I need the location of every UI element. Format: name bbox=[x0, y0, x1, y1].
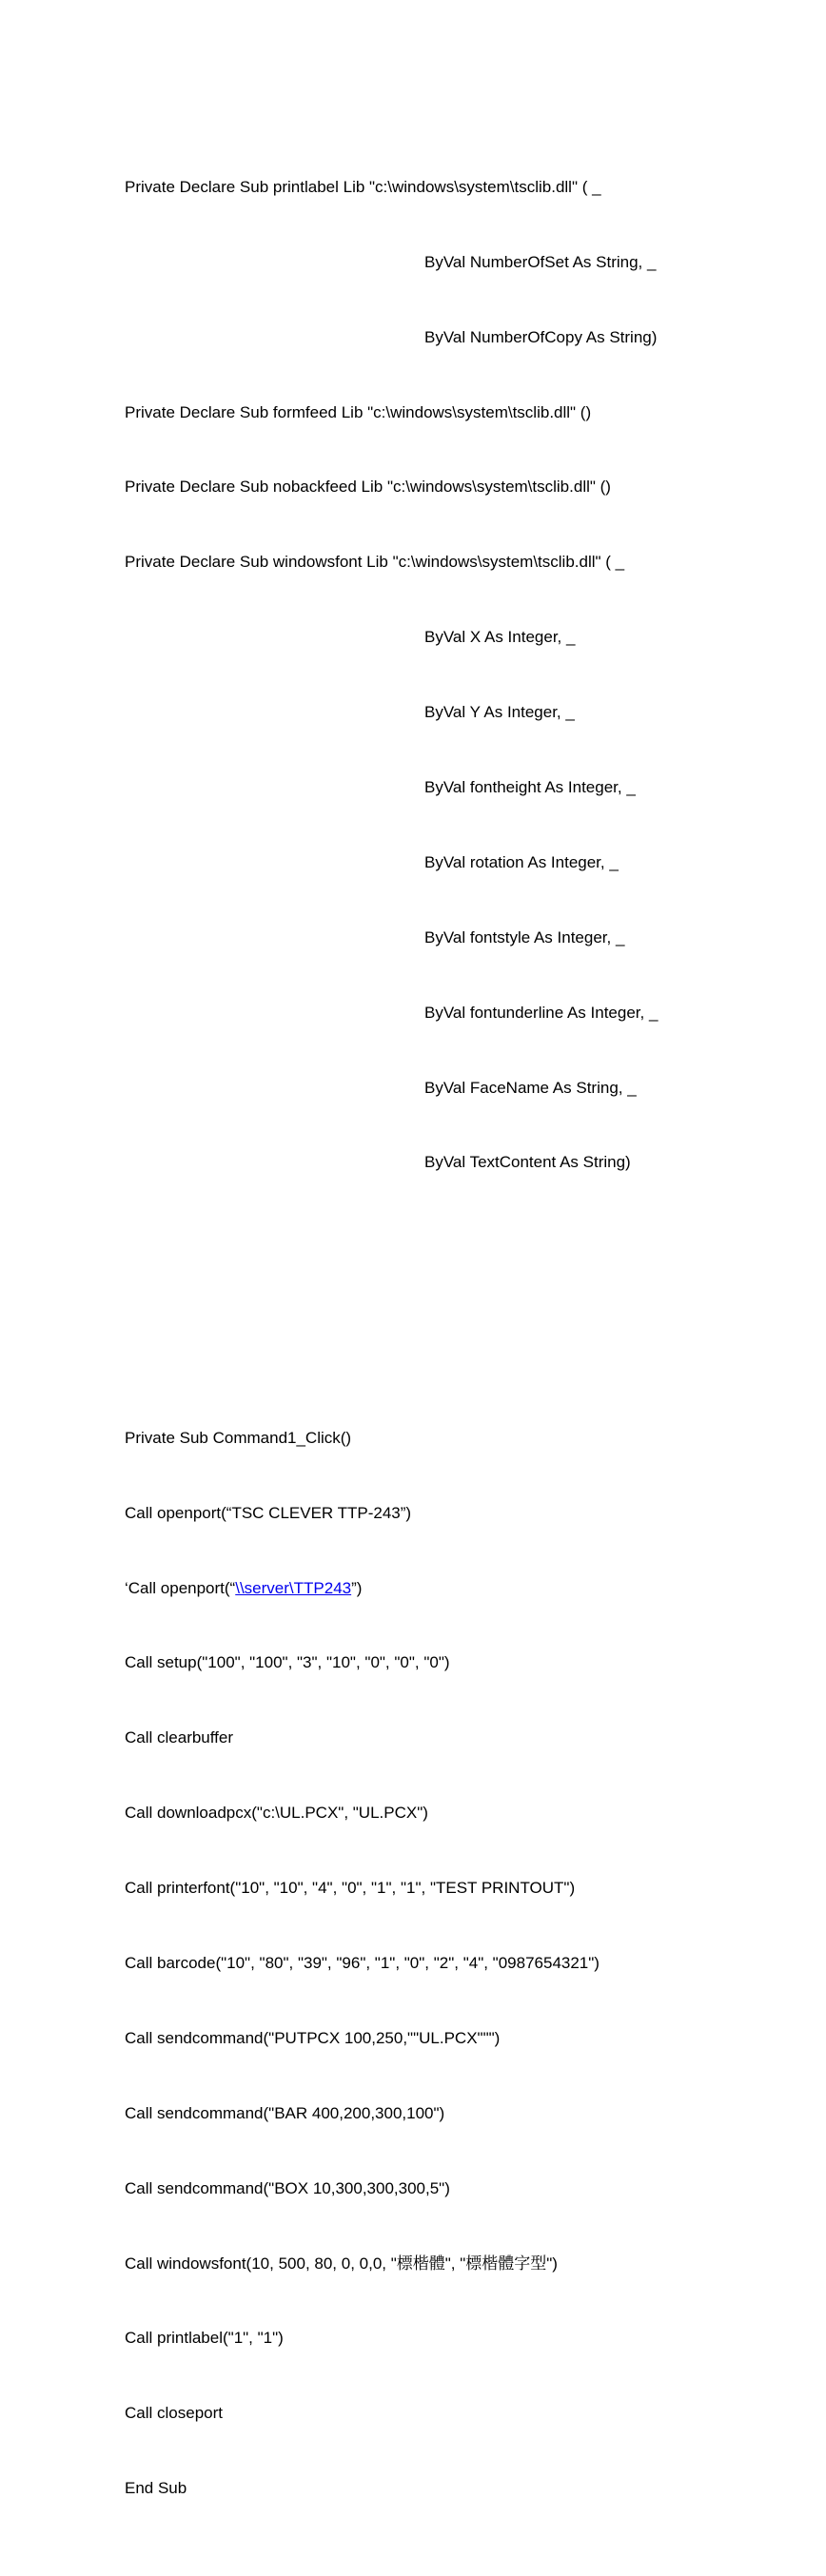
declaration-line: ByVal fontheight As Integer, _ bbox=[424, 778, 636, 797]
declaration-line: ByVal rotation As Integer, _ bbox=[424, 852, 619, 871]
code-line-windowsfont: Call windowsfont(10, 500, 80, 0, 0,0, "標楷體", "標楷體字型") bbox=[125, 2254, 558, 2273]
declaration-line: ByVal X As Integer, _ bbox=[424, 628, 576, 647]
declaration-line: Private Declare Sub printlabel Lib "c:\windows\system\tsclib.dll" ( _ bbox=[125, 177, 601, 196]
code-listing bbox=[125, 100, 791, 2576]
declaration-line: Private Declare Sub nobackfeed Lib "c:\windows\system\tsclib.dll" () bbox=[125, 478, 611, 497]
declaration-line: ByVal NumberOfCopy As String) bbox=[424, 327, 658, 346]
openport-comment-prefix: ‘Call openport(“ bbox=[125, 1578, 236, 1597]
declaration-line: ByVal TextContent As String) bbox=[424, 1153, 631, 1172]
code-line-barcode: Call barcode("10", "80", "39", "96", "1", "0", "2", "4", "0987654321") bbox=[125, 1953, 600, 1972]
code-line-sendcommand-bar: Call sendcommand("BAR 400,200,300,100") bbox=[125, 2103, 445, 2122]
openport-line: Call openport(“TSC CLEVER TTP-243”) bbox=[125, 1503, 412, 1522]
code-line-printlabel: Call printlabel("1", "1") bbox=[125, 2329, 284, 2348]
declaration-line: Private Declare Sub formfeed Lib "c:\windows\system\tsclib.dll" () bbox=[125, 402, 592, 421]
declaration-line: Private Declare Sub windowsfont Lib "c:\windows\system\tsclib.dll" ( _ bbox=[125, 553, 625, 572]
openport-comment-suffix: ”) bbox=[351, 1578, 363, 1597]
openport-comment-line bbox=[125, 1576, 791, 1601]
server-path-link[interactable]: \\server\TTP243 bbox=[235, 1578, 352, 1597]
code-line-end-sub: End Sub bbox=[125, 2479, 187, 2498]
blank-line bbox=[125, 1326, 791, 1351]
declaration-line: ByVal NumberOfSet As String, _ bbox=[424, 252, 657, 271]
declaration-line: ByVal fontunderline As Integer, _ bbox=[424, 1003, 659, 1022]
code-line-clearbuffer: Call clearbuffer bbox=[125, 1728, 234, 1747]
code-line-printerfont: Call printerfont("10", "10", "4", "0", "1", "1", "TEST PRINTOUT") bbox=[125, 1879, 576, 1898]
declaration-line: ByVal fontstyle As Integer, _ bbox=[424, 927, 625, 946]
declaration-line: ByVal Y As Integer, _ bbox=[424, 703, 575, 722]
sub-header-line: Private Sub Command1_Click() bbox=[125, 1428, 352, 1447]
declaration-line: ByVal FaceName As String, _ bbox=[424, 1078, 637, 1097]
blank-line bbox=[125, 1251, 791, 1276]
code-line-sendcommand-putpcx: Call sendcommand("PUTPCX 100,250,""UL.PCX""") bbox=[125, 2028, 501, 2047]
code-line-downloadpcx: Call downloadpcx("c:\UL.PCX", "UL.PCX") bbox=[125, 1804, 428, 1823]
code-line-sendcommand-box: Call sendcommand("BOX 10,300,300,300,5") bbox=[125, 2178, 450, 2197]
code-line-closeport: Call closeport bbox=[125, 2404, 223, 2423]
code-line-setup: Call setup("100", "100", "3", "10", "0", "0", "0") bbox=[125, 1653, 450, 1672]
